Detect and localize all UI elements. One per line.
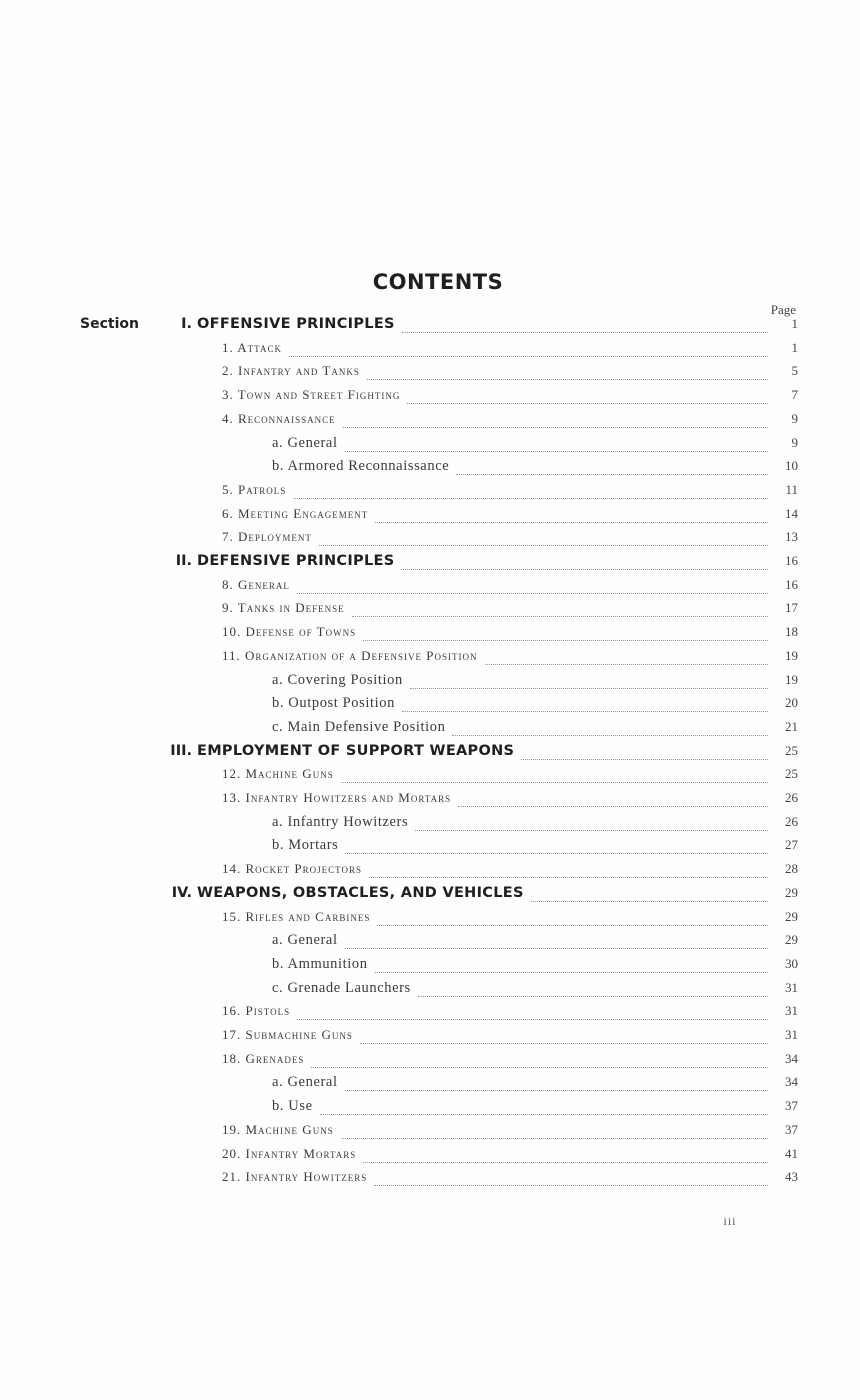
- toc-entry-row: [0, 790, 860, 812]
- dot-leader: [343, 426, 768, 428]
- contents-heading: CONTENTS: [372, 270, 504, 294]
- entry-title: a. General: [272, 932, 338, 949]
- dot-leader: [375, 521, 768, 523]
- section-word: Section: [80, 316, 139, 332]
- entry-title: a. Infantry Howitzers: [272, 813, 409, 830]
- entry-title: a. General: [272, 434, 338, 451]
- toc-section-row: [0, 885, 860, 907]
- section-title: OFFENSIVE PRINCIPLES: [197, 316, 395, 332]
- page-number: 7: [791, 387, 798, 403]
- toc-entry-row: [0, 529, 860, 551]
- page-number: 25: [785, 766, 798, 782]
- entry-title: 7. Deployment: [222, 529, 312, 545]
- page-number: 28: [785, 861, 798, 877]
- dot-leader: [531, 900, 768, 902]
- dot-leader: [363, 639, 768, 641]
- entry-title: 14. Rocket Projectors: [222, 861, 362, 877]
- toc-entry-row: [0, 932, 860, 954]
- toc-entry-row: [0, 1098, 860, 1120]
- toc-entry-row: [0, 672, 860, 694]
- page-number: 11: [785, 481, 798, 497]
- page-number: 5: [791, 363, 798, 379]
- page-number: 1: [791, 339, 798, 355]
- page-number: 29: [785, 884, 798, 900]
- dot-leader: [297, 592, 768, 594]
- toc-entry-row: [0, 980, 860, 1002]
- dot-leader: [360, 1042, 768, 1044]
- page-number: 31: [785, 1027, 798, 1042]
- entry-title: b. Ammunition: [272, 955, 368, 972]
- toc-entry-row: [0, 1027, 860, 1049]
- dot-leader: [407, 402, 768, 404]
- entry-title: 18. Grenades: [222, 1050, 305, 1066]
- dot-leader: [297, 1018, 768, 1020]
- page-number: 1: [791, 316, 798, 331]
- dot-leader: [363, 1161, 768, 1163]
- toc-entry-row: [0, 363, 860, 385]
- page-number: 26: [785, 790, 798, 805]
- toc-entry-row: [0, 458, 860, 480]
- toc-section-row: [0, 316, 860, 338]
- dot-leader: [377, 924, 768, 926]
- dot-leader: [402, 331, 768, 333]
- page-number: 41: [785, 1145, 798, 1161]
- entry-title: c. Grenade Launchers: [272, 979, 411, 996]
- page-number: 25: [785, 742, 798, 758]
- dot-leader: [375, 971, 768, 973]
- toc-entry-row: [0, 861, 860, 883]
- page-number: 43: [785, 1169, 798, 1185]
- page-number: 20: [785, 695, 798, 711]
- entry-title: 13. Infantry Howitzers and Mortars: [222, 790, 452, 805]
- section-numeral: II.: [175, 553, 192, 569]
- dot-leader: [293, 497, 768, 499]
- dot-leader: [345, 450, 768, 452]
- entry-title: 15. Rifles and Carbines: [222, 908, 371, 924]
- page-folio: iii: [723, 1214, 737, 1228]
- dot-leader: [311, 1066, 768, 1068]
- page-number: 34: [785, 1050, 798, 1066]
- dot-leader: [456, 473, 768, 475]
- toc-entry-row: [0, 1051, 860, 1073]
- entry-title: 12. Machine Guns: [222, 766, 334, 782]
- entry-title: 4. Reconnaissance: [222, 410, 336, 426]
- page-number: 21: [785, 718, 798, 734]
- toc-entry-row: [0, 435, 860, 457]
- page-number: 16: [785, 576, 798, 592]
- toc-entry-row: [0, 482, 860, 504]
- toc-entry-row: [0, 506, 860, 528]
- toc-entry-row: [0, 1003, 860, 1025]
- dot-leader: [319, 544, 768, 546]
- dot-leader: [341, 781, 768, 783]
- page-number: 30: [785, 955, 798, 971]
- dot-leader: [374, 1184, 768, 1186]
- entry-title: a. General: [272, 1074, 338, 1091]
- entry-title: 20. Infantry Mortars: [222, 1145, 357, 1161]
- entry-title: 9. Tanks in Defense: [222, 600, 345, 616]
- dot-leader: [521, 758, 768, 760]
- dot-leader: [345, 852, 768, 854]
- entry-title: 16. Pistols: [222, 1003, 291, 1019]
- entry-title: 3. Town and Street Fighting: [222, 387, 401, 403]
- page-number: 27: [785, 837, 798, 853]
- entry-title: 2. Infantry and Tanks: [222, 363, 360, 379]
- section-numeral: III.: [170, 742, 192, 759]
- toc-entry-row: [0, 340, 860, 362]
- dot-leader: [485, 663, 768, 665]
- section-title: EMPLOYMENT OF SUPPORT WEAPONS: [197, 742, 515, 759]
- dot-leader: [452, 734, 768, 736]
- page-number: 31: [785, 1003, 798, 1019]
- toc-entry-row: [0, 909, 860, 931]
- dot-leader: [352, 615, 768, 617]
- entry-title: 10. Defense of Towns: [222, 624, 357, 640]
- section-numeral: I.: [181, 316, 192, 332]
- page-number: 19: [785, 647, 798, 663]
- entry-title: 19. Machine Guns: [222, 1121, 334, 1137]
- page-number: 17: [785, 600, 798, 616]
- toc-entry-row: [0, 387, 860, 409]
- toc-entry-row: [0, 837, 860, 859]
- page-number: 37: [785, 1121, 798, 1137]
- toc-entry-row: [0, 719, 860, 741]
- entry-title: b. Armored Reconnaissance: [272, 458, 450, 475]
- toc-section-row: [0, 553, 860, 575]
- toc-entry-row: [0, 695, 860, 717]
- toc-entry-row: [0, 1122, 860, 1144]
- page-number: 13: [785, 529, 798, 545]
- entry-title: b. Use: [272, 1098, 313, 1115]
- dot-leader: [345, 947, 768, 949]
- entry-title: b. Mortars: [272, 837, 339, 854]
- dot-leader: [415, 829, 768, 831]
- page-number: 26: [785, 813, 798, 829]
- dot-leader: [341, 1137, 768, 1139]
- dot-leader: [401, 568, 768, 570]
- page-number: 18: [785, 624, 798, 640]
- entry-title: 1. Attack: [222, 339, 282, 355]
- page-column-label: Page: [770, 302, 796, 317]
- section-title: WEAPONS, OBSTACLES, AND VEHICLES: [197, 884, 524, 901]
- page-number: 29: [785, 908, 798, 924]
- section-title: DEFENSIVE PRINCIPLES: [197, 553, 395, 569]
- section-numeral: IV.: [171, 884, 192, 901]
- page-number: 16: [785, 553, 798, 568]
- entry-title: b. Outpost Position: [272, 695, 395, 712]
- entry-title: 11. Organization of a Defensive Position: [222, 647, 478, 663]
- page-number: 9: [791, 410, 798, 426]
- toc-entry-row: [0, 600, 860, 622]
- page-number: 9: [791, 434, 798, 450]
- page-number: 19: [785, 671, 798, 687]
- toc-entry-row: [0, 648, 860, 670]
- dot-leader: [410, 687, 768, 689]
- dot-leader: [418, 995, 768, 997]
- entry-title: 17. Submachine Guns: [222, 1027, 353, 1042]
- entry-title: 6. Meeting Engagement: [222, 505, 369, 521]
- toc-entry-row: [0, 624, 860, 646]
- toc-entry-row: [0, 766, 860, 788]
- dot-leader: [369, 876, 768, 878]
- entry-title: 8. General: [222, 576, 290, 592]
- page-number: 37: [785, 1098, 798, 1114]
- toc-entry-row: [0, 411, 860, 433]
- dot-leader: [402, 710, 768, 712]
- toc-section-row: [0, 743, 860, 765]
- dot-leader: [367, 378, 768, 380]
- dot-leader: [289, 355, 768, 357]
- dot-leader: [320, 1113, 768, 1115]
- page-number: 14: [785, 505, 798, 521]
- entry-title: 21. Infantry Howitzers: [222, 1169, 368, 1185]
- dot-leader: [345, 1089, 768, 1091]
- entry-title: c. Main Defensive Position: [272, 718, 446, 735]
- entry-title: a. Covering Position: [272, 671, 403, 688]
- page-number: 31: [785, 979, 798, 995]
- dot-leader: [458, 805, 768, 807]
- toc-entry-row: [0, 956, 860, 978]
- page-number: 34: [785, 1074, 798, 1090]
- toc-entry-row: [0, 1169, 860, 1191]
- toc-entry-row: [0, 814, 860, 836]
- toc-entry-row: [0, 1074, 860, 1096]
- entry-title: 5. Patrols: [222, 481, 287, 497]
- page-number: 29: [785, 932, 798, 948]
- toc-entry-row: [0, 1146, 860, 1168]
- page-number: 10: [785, 458, 798, 474]
- toc-entry-row: [0, 577, 860, 599]
